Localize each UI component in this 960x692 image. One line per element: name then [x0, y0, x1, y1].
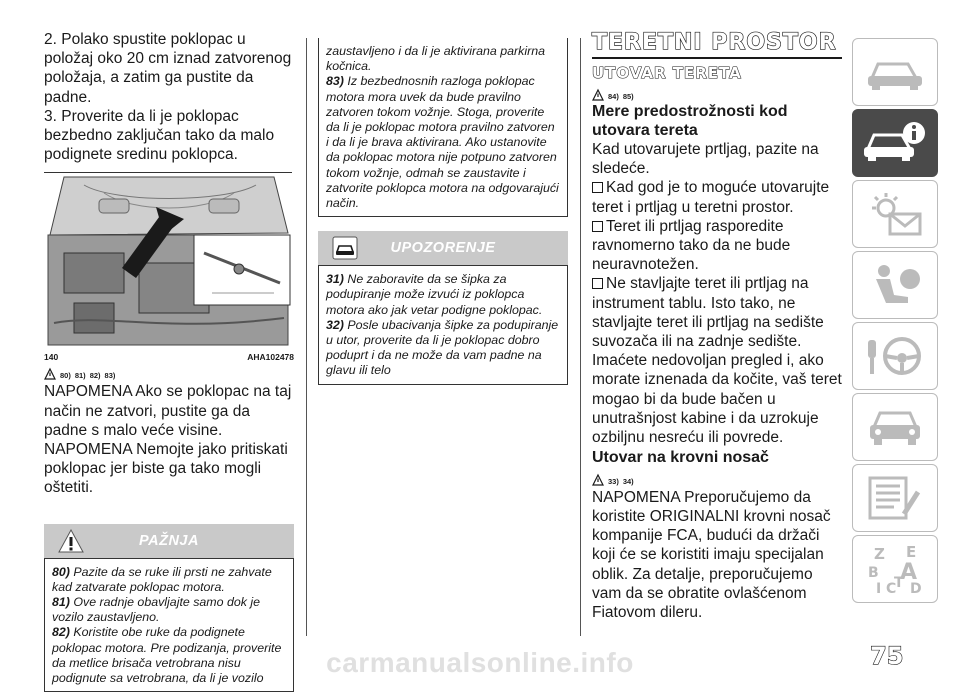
figure-number: 140 [44, 352, 59, 363]
checkbox-bullet-icon [592, 278, 603, 289]
page-number: 75 [870, 642, 904, 670]
chapter-tabs [852, 38, 938, 606]
paragraph: Kad utovarujete prtljag, pazite na sledeće. [592, 141, 819, 178]
checkbox-bullet-icon [592, 221, 603, 232]
ref-mark: 34) [622, 476, 634, 486]
index-letter: D [910, 581, 922, 597]
warning-triangle-icon [44, 368, 56, 380]
caution-continued-body [318, 38, 568, 217]
column-divider [306, 38, 307, 636]
warning-item: 31) Ne zaboravite da se šipka za podupiranje može izvući iz poklopca motora ako jak vetar podigne poklopac. [326, 272, 543, 317]
ref-mark: 83) [104, 371, 116, 381]
index-letter: I [876, 581, 882, 597]
section-title: TERETNI PROSTOR [592, 30, 837, 55]
caution-item: zaustavljeno i da li je aktivirana parkirna kočnica. [326, 44, 546, 74]
ref-mark: 84) [608, 92, 619, 101]
caution-header [44, 524, 294, 558]
tab-getting-to-know[interactable] [852, 109, 938, 177]
tab-maintenance[interactable] [852, 464, 938, 532]
tab-safety[interactable] [852, 251, 938, 319]
index-letter: T [894, 575, 904, 591]
service-list-icon [864, 474, 926, 522]
title-rule [592, 57, 842, 59]
ref-mark: 81) [74, 371, 86, 381]
warning-title: UPOZORENJE [390, 240, 496, 257]
bullet-item: Kad god je to moguće utovarujte teret i prtljag u teretni prostor. [592, 179, 830, 216]
caution-triangle-icon [58, 528, 84, 554]
car-info-icon [862, 119, 928, 167]
car-front-icon [864, 405, 926, 449]
section-subtitle: UTOVAR TERETA [592, 64, 742, 82]
checkbox-bullet-icon [592, 182, 603, 193]
paragraph: NAPOMENA Preporučujemo da koristite ORIGINALNI krovni nosač kompanije FCA, budući da držači koji će se koristiti imaju specijalan oblik. Za detalje, preporučujemo vam da se obratite ovlašćenom Fiatovom dileru. [592, 488, 831, 621]
caution-item: 83) Iz bezbednosnih razloga poklopac motora mora uvek da bude pravilno zatvoren tokom vožnje. Stoga, proverite da li je poklopac motora pravilno zatvoren i da li je brava aktivirana. Ako ustanovite da poklopac motora nije potpuno zatvoren tokom vožnje, odmah se zaustavite i zatvorite poklopca motora na odgovarajući način. [326, 74, 559, 211]
warning-lights-icon [864, 190, 926, 238]
watermark-text: carmanualsonline.info [326, 647, 634, 678]
caution-title: PAŽNJA [139, 532, 199, 549]
car-warning-icon [332, 235, 358, 261]
intro-text: 2. Polako spustite poklopac u položaj oko 20 cm iznad zatvorenog položaja, a zatim ga pustite da padne. 3. Proverite da li je poklopac bezbedno zaključan tako da malo podignete sredinu poklopca. [44, 31, 292, 164]
bullet-item: Teret ili prtljag rasporedite ravnomerno tako da ne bude neuravnotežen. [592, 217, 791, 274]
figure-code: AHA102478 [247, 352, 294, 363]
note-2: NAPOMENA Nemojte jako pritiskati poklopac jer biste ga tako mogli oštetiti. [44, 441, 288, 497]
tab-dashboard[interactable] [852, 38, 938, 106]
engine-hood-figure [44, 172, 292, 350]
warning-triangle-icon [592, 89, 604, 101]
middle-column [318, 38, 568, 385]
index-letter: A [900, 560, 918, 585]
index-letters-icon [864, 543, 926, 595]
ref-mark: 85) [622, 92, 634, 101]
tab-warning-lights[interactable] [852, 180, 938, 248]
ref-mark: 82) [89, 371, 101, 381]
car-icon [864, 50, 926, 94]
engine-hood-illustration [44, 173, 292, 349]
index-letter: B [868, 565, 879, 581]
caution-item: 80) Pazite da se ruke ili prsti ne zahvate kad zatvarate poklopac motora. [52, 564, 272, 594]
index-letter: E [906, 543, 917, 561]
warning-header [318, 231, 568, 265]
column-divider [580, 38, 581, 636]
tab-emergency[interactable] [852, 393, 938, 461]
index-letter: Z [874, 545, 885, 563]
warning-item: 32) Posle ubacivanja šipke za podupiranje u utor, proverite da li je poklopac dobro poduprt i da ne može da vam padne na glavu ili telo [326, 317, 559, 378]
caution-item: 81) Ove radnje obavljajte samo dok je vozilo zaustavljeno. [52, 595, 261, 625]
steering-key-icon [864, 332, 926, 380]
reference-marks [44, 364, 294, 380]
airbag-seat-icon [864, 261, 926, 309]
note-1: NAPOMENA Ako se poklopac na taj način ne zatvori, pustite ga da padne s malo veće visine. [44, 383, 292, 439]
warning-triangle-icon [592, 474, 604, 486]
heading-load-precautions: Mere predostrožnosti kod utovara tereta [592, 103, 788, 139]
figure-caption [44, 352, 294, 362]
warning-body [318, 265, 568, 384]
index-letter: C [886, 581, 897, 597]
right-column [592, 30, 842, 622]
tab-index[interactable] [852, 535, 938, 603]
heading-roof-rack: Utovar na krovni nosač [592, 449, 769, 467]
caution-item: 82) Koristite obe ruke da podignete poklopac motora. Pre podizanja, proverite da metlice brisača vetrobrana nisu podignute sa vetrobrana, da li je vozilo [52, 625, 282, 686]
tab-starting-driving[interactable] [852, 322, 938, 390]
bullet-item: Ne stavljajte teret ili prtljag na instrument tablu. Isto tako, ne stavljajte teret ili prtljag na sedište suvozača ili na zadnje sedište. Imaćete nedovoljan pregled i, ako morate iznenada da kočite, vaš teret mogao bi da bude bačen u unutrašnjost kabine i da uzrokuje ozbiljnu nesreću ili povrede. [592, 275, 842, 447]
reference-marks [592, 85, 842, 101]
ref-mark: 80) [60, 371, 71, 381]
left-column [44, 30, 294, 692]
reference-marks [592, 470, 842, 486]
ref-mark: 33) [608, 476, 619, 486]
